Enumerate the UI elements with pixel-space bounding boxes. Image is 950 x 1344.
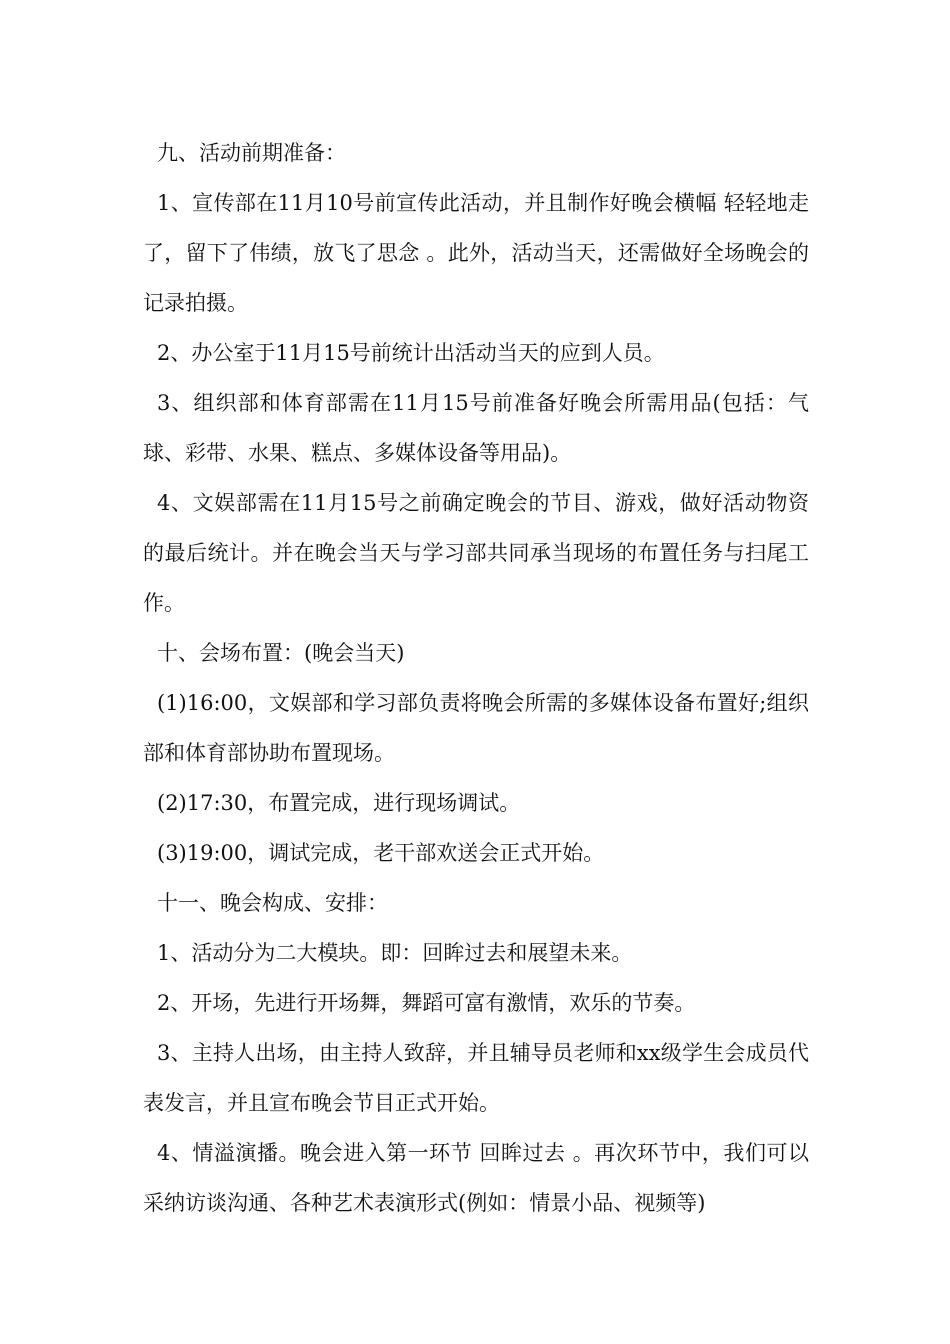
paragraph-venue-step-2: (2)17:30，布置完成，进行现场调试。 [157,791,521,815]
document-body [143,128,809,1228]
paragraph-program-opening: 2、开场，先进行开场舞，舞蹈可富有激情，欢乐的节奏。 [157,991,696,1015]
paragraph-program-broadcast: 4、情溢演播。晚会进入第一环节 回眸过去 。再次环节中，我们可以采纳访谈沟通、各种艺术表演形式(例如：情景小品、视频等) [143,1141,809,1215]
section-heading-preparation: 九、活动前期准备： [157,141,346,165]
paragraph-publicity: 1、宣传部在11月10号前宣传此活动，并且制作好晚会横幅 轻轻地走了，留下了伟绩，放飞了思念 。此外，活动当天，还需做好全场晚会的记录拍摄。 [143,191,809,315]
section-heading-venue: 十、会场布置：(晚会当天) [157,641,405,665]
paragraph-venue-step-1: (1)16:00，文娱部和学习部负责将晚会所需的多媒体设备布置好;组织部和体育部协助布置现场。 [143,691,809,765]
paragraph-program-modules: 1、活动分为二大模块。即：回眸过去和展望未来。 [157,941,633,965]
paragraph-venue-step-3: (3)19:00，调试完成，老干部欢送会正式开始。 [157,841,605,865]
paragraph-office: 2、办公室于11月15号前统计出活动当天的应到人员。 [157,341,665,365]
paragraph-entertainment: 4、文娱部需在11月15号之前确定晚会的节目、游戏，做好活动物资的最后统计。并在晚会当天与学习部共同承当现场的布置任务与扫尾工作。 [143,491,809,615]
section-heading-program: 十一、晚会构成、安排： [157,891,388,915]
paragraph-program-host: 3、主持人出场，由主持人致辞，并且辅导员老师和xx级学生会成员代表发言，并且宣布晚会节目正式开始。 [143,1041,809,1115]
paragraph-supplies: 3、组织部和体育部需在11月15号前准备好晚会所需用品(包括：气球、彩带、水果、糕点、多媒体设备等用品)。 [143,391,809,465]
